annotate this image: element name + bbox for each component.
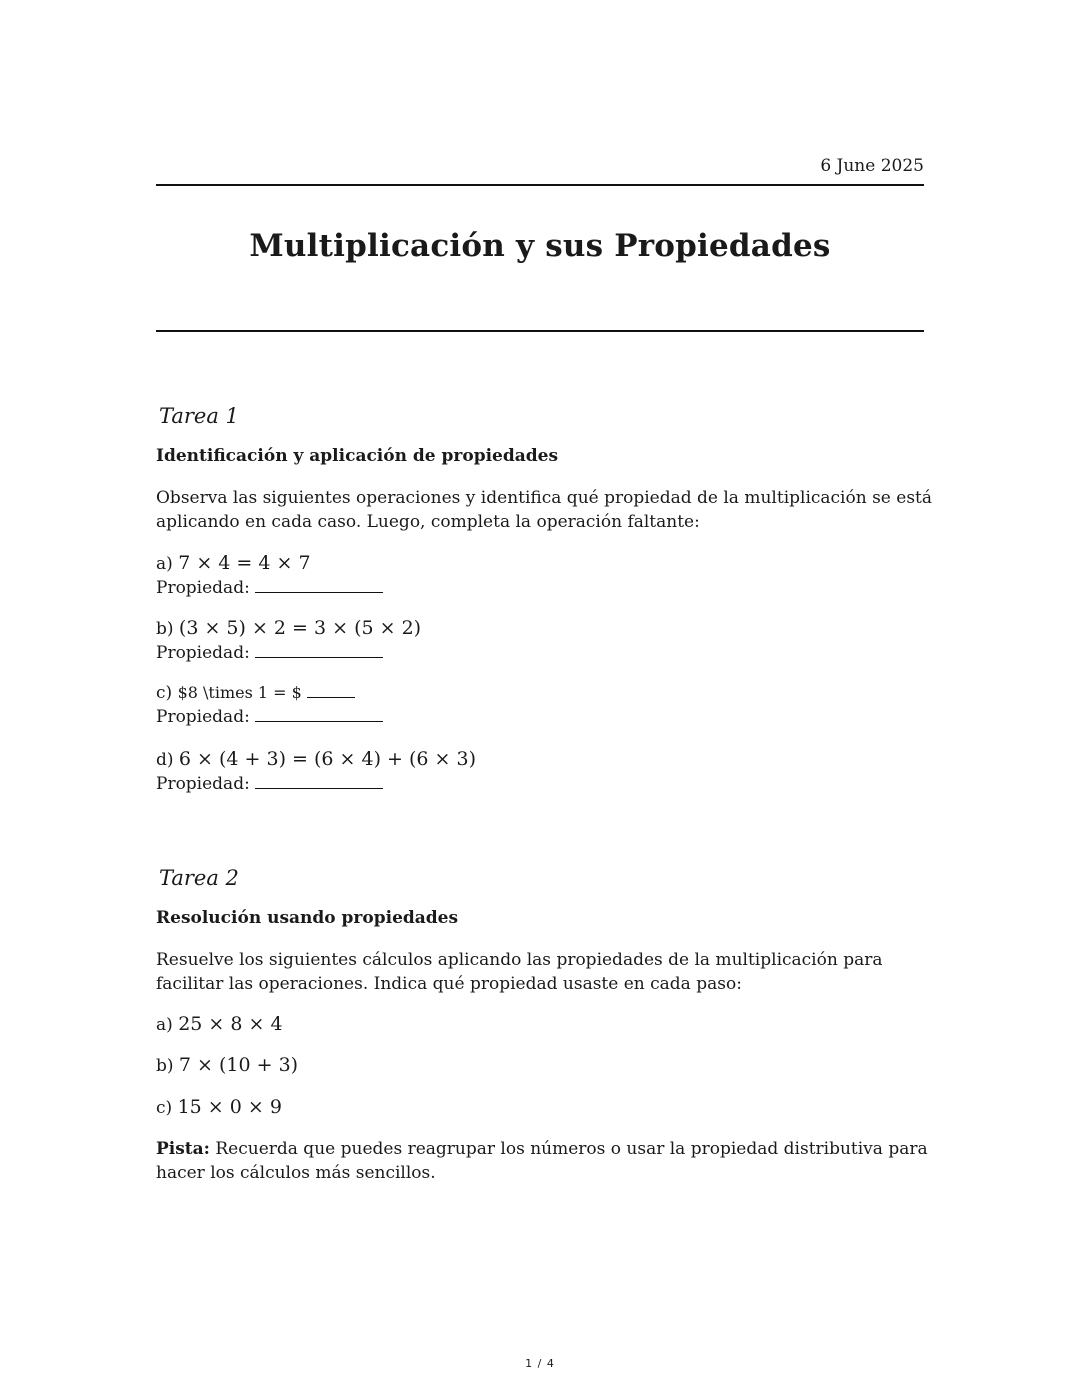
property-label: Propiedad: [156,643,250,663]
task2-item-c [156,1095,282,1120]
property-label: Propiedad: [156,578,250,598]
item-expression: 25 × 8 × 4 [178,1013,283,1035]
property-answer-blank[interactable] [255,578,383,593]
task2-heading: Tarea 2 [159,866,239,890]
task1-subheading: Identificación y aplicación de propiedades [156,446,559,466]
task1-instructions-line2: aplicando en cada caso. Luego, completa la operación faltante: [156,512,700,532]
result-answer-blank[interactable] [307,683,355,698]
task1-instructions-line1: Observa las siguientes operaciones y identifica qué propiedad de la multiplicación se está [156,488,933,508]
property-answer-blank[interactable] [255,707,383,722]
item-letter: b) [156,619,174,639]
header-rule-top [156,184,924,186]
hint-label: Pista: [156,1139,210,1159]
item-letter: a) [156,1015,173,1035]
item-letter: c) [156,1098,173,1118]
property-answer-blank[interactable] [255,643,383,658]
item-expression: (3 × 5) × 2 = 3 × (5 × 2) [178,617,422,639]
task1-instructions [156,486,933,534]
property-label: Propiedad: [156,774,250,794]
task1-item-a [156,551,383,600]
item-letter: a) [156,554,173,574]
item-expression: 15 × 0 × 9 [177,1096,282,1118]
task1-heading: Tarea 1 [159,404,239,428]
item-expression: $8 \times 1 = $ [177,683,302,702]
task2-item-b [156,1053,298,1078]
task2-instructions-line2: facilitar las operaciones. Indica qué propiedad usaste en cada paso: [156,974,742,994]
task2-instructions [156,948,924,996]
task1-item-c [156,681,383,729]
task2-hint [156,1137,928,1185]
hint-text-line2: hacer los cálculos más sencillos. [156,1163,436,1183]
document-date: 6 June 2025 [820,156,924,176]
task1-item-d [156,747,476,796]
document-title: Multiplicación y sus Propiedades [249,228,831,264]
task1-item-b [156,616,421,665]
item-letter: b) [156,1056,174,1076]
item-expression: 7 × 4 = 4 × 7 [178,552,311,574]
item-letter: d) [156,750,174,770]
item-letter: c) [156,683,173,703]
property-label: Propiedad: [156,707,250,727]
task2-instructions-line1: Resuelve los siguientes cálculos aplicando las propiedades de la multiplicación para [156,950,883,970]
task2-item-a [156,1012,283,1037]
task2-subheading: Resolución usando propiedades [156,908,459,928]
header-rule-bottom [156,330,924,332]
item-expression: 6 × (4 + 3) = (6 × 4) + (6 × 3) [178,748,477,770]
hint-text-line1: Recuerda que puedes reagrupar los números o usar la propiedad distributiva para [209,1139,928,1159]
item-expression: 7 × (10 + 3) [178,1054,299,1076]
property-answer-blank[interactable] [255,774,383,789]
page-number: 1 / 4 [525,1357,555,1370]
